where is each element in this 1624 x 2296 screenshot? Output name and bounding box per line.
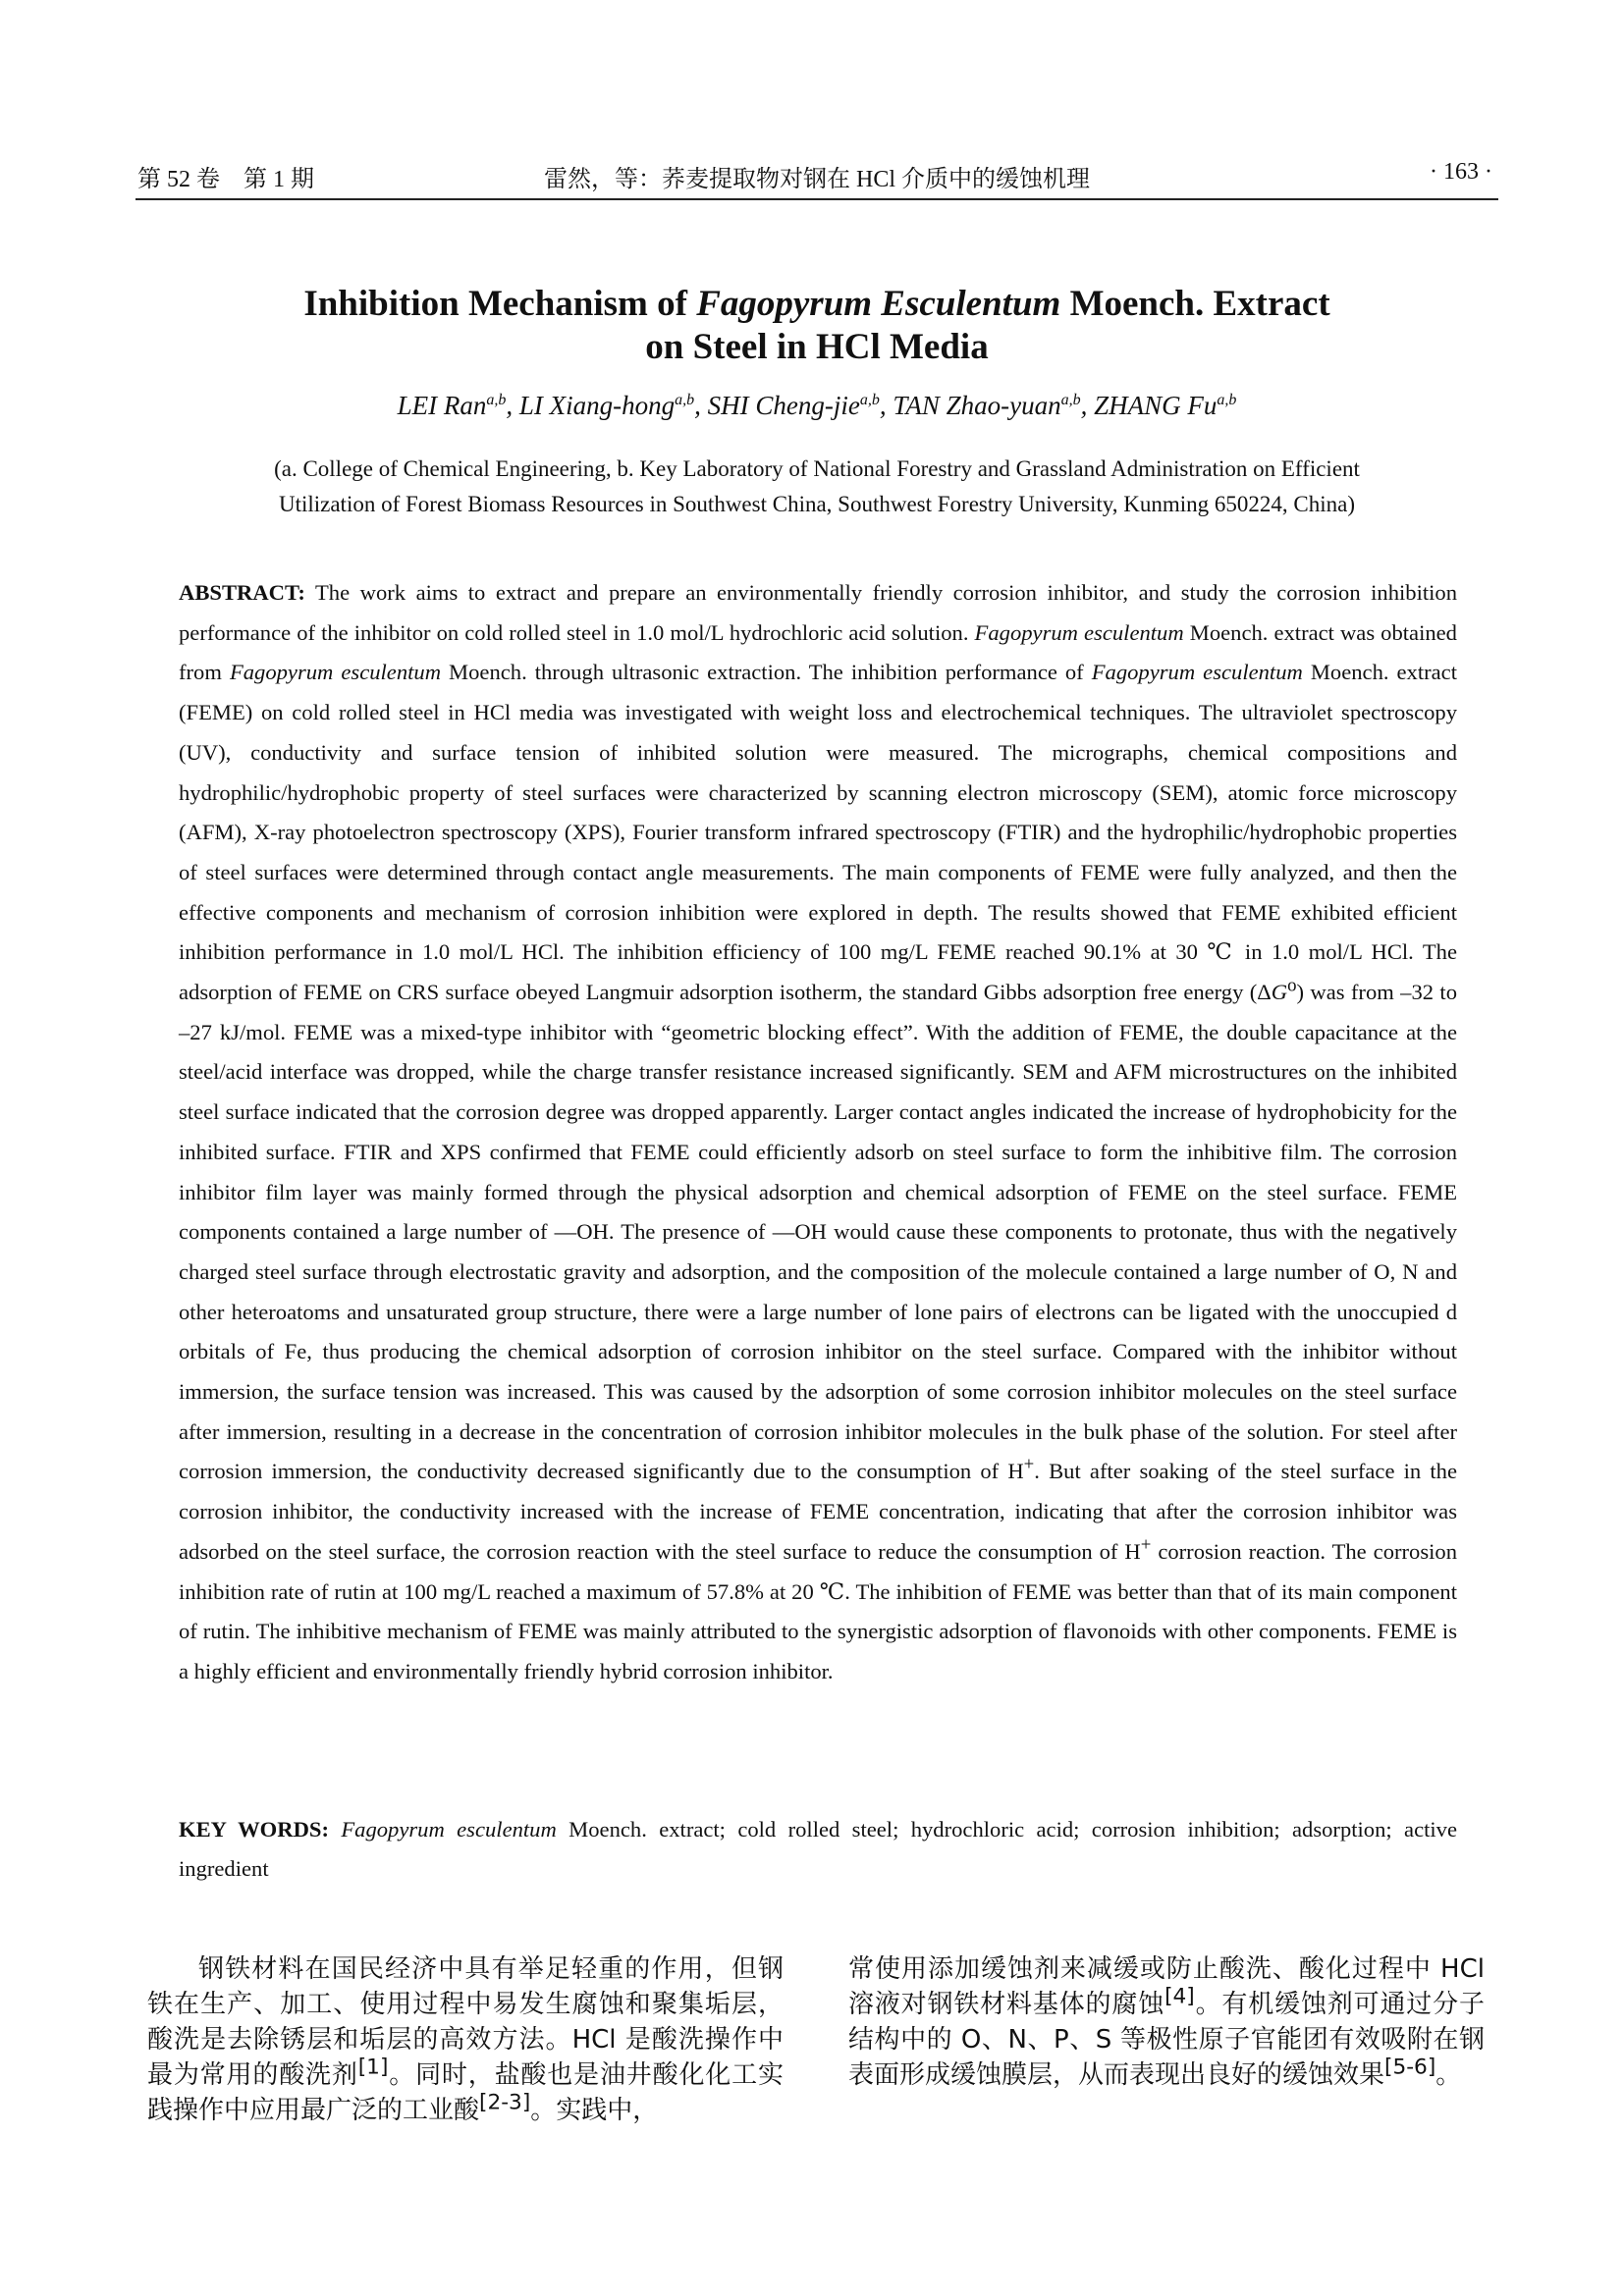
keywords: KEY WORDS: Fagopyrum esculentum Moench. extract; cold rolled steel; hydrochloric acid; corrosion inhibition; adsorption; active ingredient xyxy=(179,1817,1457,1881)
abstract-label: ABSTRACT: xyxy=(179,580,305,605)
author-list: LEI Ran$^{a,b}$, LI Xiang-hong$^{a,b}$, SHI Cheng-jie$^{a,b}$, TAN Zhao-yuan$^{a,b}$, ZHANG Fu$^{a,b}$ xyxy=(397,391,1237,420)
body-column-right: 常使用添加缓蚀剂来减缓或防止酸洗、酸化过程中 HCl 溶液对钢铁材料基体的腐蚀[4]。有机缓蚀剂可通过分子结构中的 O、N、P、S 等极性原子官能团有效吸附在钢表面形成缓蚀膜层，从而表现出良好的缓蚀效果[5-6]。 xyxy=(848,1954,1485,2090)
affiliation: (a. College of Chemical Engineering, b. Key Laboratory of National Forestry and Grassland Administration on Efficient Utilization of Forest Biomass Resources in Southwest China, Southwest Forestry University, Kunming 650224, China) xyxy=(274,456,1360,516)
author: LI Xiang-hong xyxy=(518,391,676,420)
page-number: · 163 · xyxy=(1430,159,1492,185)
citation: [2-3] xyxy=(479,2090,531,2115)
citation: [5-6] xyxy=(1384,2055,1436,2080)
author: ZHANG Fu xyxy=(1094,391,1218,420)
citation: [1] xyxy=(357,2055,389,2080)
citation: [4] xyxy=(1164,1984,1195,2009)
title-species: Fagopyrum Esculentum xyxy=(696,284,1061,324)
volume-issue: 第 52 卷 第 1 期 xyxy=(137,167,314,192)
running-header xyxy=(135,155,1498,200)
body-column-left: 钢铁材料在国民经济中具有举足轻重的作用，但钢铁在生产、加工、使用过程中易发生腐蚀和聚集垢层，酸洗是去除锈层和垢层的高效方法。HCl 是酸洗操作中最为常用的酸洗剂[1]。同时，盐酸也是油井酸化化工实践操作中应用最广泛的工业酸[2-3]。实践中， xyxy=(147,1954,784,2125)
abstract: ABSTRACT: The work aims to extract and prepare an environmentally friendly corrosion inhibitor, and study the corrosion inhibition performance of the inhibitor on cold rolled steel in 1.0 mol/L hydrochloric acid solution. Fagopyrum esculentum Moench. extract was obtained from Fagopyrum esculentum Moench. through ultrasonic extraction. The inhibition performance of Fagopyrum esculentum Moench. extract (FEME) on cold rolled steel in HCl media was investigated with weight loss and electrochemical techniques. The ultraviolet spectroscopy (UV), conductivity and surface tension of inhibited solution were measured. The micrographs, chemical compositions and hydrophilic/hydrophobic property of steel surfaces were characterized by scanning electron microscopy (SEM), atomic force microscopy (AFM), X-ray photoelectron spectroscopy (XPS), Fourier transform infrared spectroscopy (FTIR) and the hydrophilic/hydrophobic properties of steel surfaces were determined through contact angle measurements. The main components of FEME were fully analyzed, and then the effective components and mechanism of corrosion inhibition were explored in depth. The results showed that FEME exhibited efficient inhibition performance in 1.0 mol/L HCl. The inhibition efficiency of 100 mg/L FEME reached 90.1% at 30 ℃ in 1.0 mol/L HCl. The adsorption of FEME on CRS surface obeyed Langmuir adsorption isotherm, the standard Gibbs adsorption free energy $(\Delta G^o)$ was from –32 to –27 kJ/mol. FEME was a mixed-type inhibitor with “geometric blocking effect”. With the addition of FEME, the double capacitance at the steel/acid interface was dropped, while the charge transfer resistance increased significantly. SEM and AFM microstructures on the inhibited steel surface indicated that the corrosion degree was dropped apparently. Larger contact angles indicated the increase of hydrophobicity for the inhibited surface. FTIR and XPS confirmed that FEME could efficiently adsorb on steel surface to form the inhibitive film. The corrosion inhibitor film layer was mainly formed through the physical adsorption and chemical adsorption of FEME on the steel surface. FEME components contained a large number of —OH. The presence of —OH would cause these components to protonate, thus with the negatively charged steel surface through electrostatic gravity and adsorption, and the composition of the molecule contained a large number of O, N and other heteroatoms and unsaturated group structure, there were a large number of lone pairs of electrons can be ligated with the unoccupied d orbitals of Fe, thus producing the chemical adsorption of corrosion inhibitor on the steel surface. Compared with the inhibitor without immersion, the surface tension was increased. This was caused by the adsorption of some corrosion inhibitor molecules on the steel surface after immersion, resulting in a decrease in the concentration of corrosion inhibitor molecules in the bulk phase of the solution. For steel after corrosion immersion, the conductivity decreased significantly due to the consumption of H+. But after soaking of the steel surface in the corrosion inhibitor, the conductivity increased with the increase of FEME concentration, indicating that after the corrosion inhibitor was adsorbed on the steel surface, the corrosion reaction with the steel surface to reduce the consumption of H+ corrosion reaction. The corrosion inhibition rate of rutin at 100 mg/L reached a maximum of 57.8% at 20 ℃. The inhibition of FEME was better than that of its main component of rutin. The inhibitive mechanism of FEME was mainly attributed to the synergistic adsorption of flavonoids with other components. FEME is a highly efficient and environmentally friendly hybrid corrosion inhibitor. xyxy=(179,580,1458,1683)
paper-title: Inhibition Mechanism of Fagopyrum Esculentum Moench. Extract on Steel in HCl Media xyxy=(303,284,1330,367)
keywords-label: KEY WORDS: xyxy=(179,1817,329,1842)
author: SHI Cheng-jie xyxy=(707,391,860,420)
author: LEI Ran xyxy=(397,391,487,420)
author: TAN Zhao-yuan xyxy=(893,391,1061,420)
running-title: 雷然，等：荞麦提取物对钢在 HCl 介质中的缓蚀机理 xyxy=(543,167,1090,192)
